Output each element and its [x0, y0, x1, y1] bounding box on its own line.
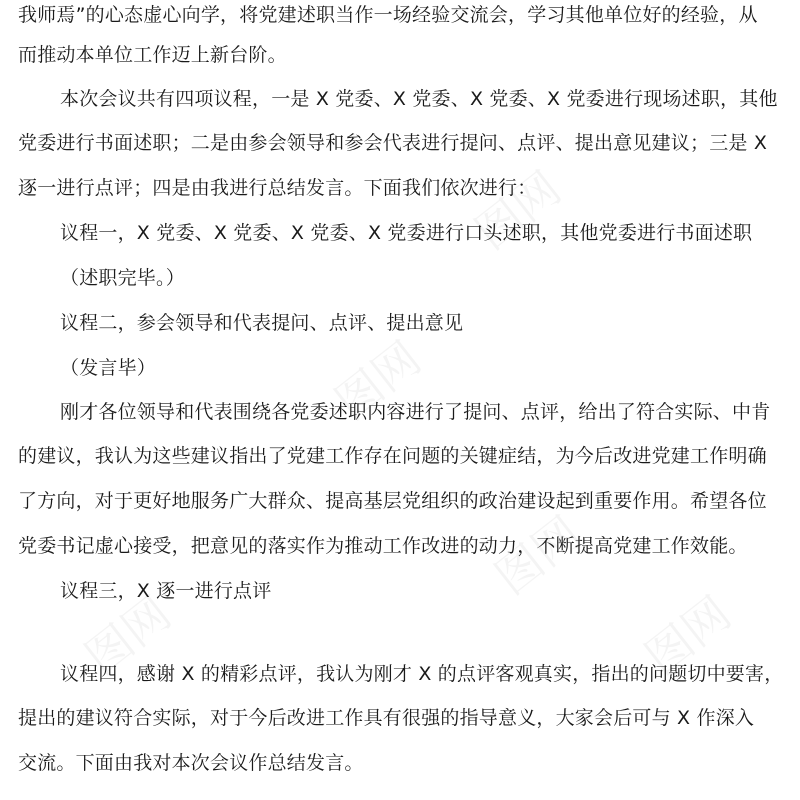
paragraph-line: 了方向，对于更好地服务广大群众、提高基层党组织的政治建设起到重要作用。希望各位	[18, 490, 767, 512]
paragraph-line: 提出的建议符合实际，对于今后改进工作具有很强的指导意义，大家会后可与 X 作深入	[18, 707, 755, 729]
paragraph-line: 我师焉”的心态虚心向学，将党建述职当作一场经验交流会，学习其他单位好的经验，从	[18, 4, 758, 26]
agenda-note: （发言毕）	[60, 357, 157, 379]
agenda-item-1: 议程一，X 党委、X 党委、X 党委、X 党委进行口头述职，其他党委进行书面述职	[60, 222, 753, 244]
paragraph-line: 交流。下面由我对本次会议作总结发言。	[18, 752, 364, 774]
paragraph-line: 党委进行书面述职；二是由参会领导和参会代表进行提问、点评、提出意见建议；三是 X	[18, 132, 768, 154]
paragraph-line: 党委书记虚心接受，把意见的落实作为推动工作改进的动力，不断提高党建工作效能。	[18, 535, 748, 557]
paragraph-line: 逐一进行点评；四是由我进行总结发言。下面我们依次进行：	[18, 177, 537, 199]
agenda-note: （述职完毕。）	[60, 267, 185, 289]
agenda-item-2: 议程二，参会领导和代表提问、点评、提出意见	[60, 312, 464, 334]
paragraph-line: 本次会议共有四项议程，一是 X 党委、X 党委、X 党委、X 党委进行现场述职，其他	[60, 88, 778, 110]
paragraph-line: 而推动本单位工作迈上新台阶。	[18, 44, 287, 66]
paragraph-line: 刚才各位领导和代表围绕各党委述职内容进行了提问、点评，给出了符合实际、中肯	[60, 401, 771, 423]
agenda-item-3: 议程三，X 逐一进行点评	[60, 580, 272, 602]
paragraph-line: 的建议，我认为这些建议指出了党建工作存在问题的关键症结，为今后改进党建工作明确	[18, 445, 767, 467]
agenda-item-4: 议程四，感谢 X 的精彩点评，我认为刚才 X 的点评客观真实，指出的问题切中要害，	[60, 663, 784, 685]
